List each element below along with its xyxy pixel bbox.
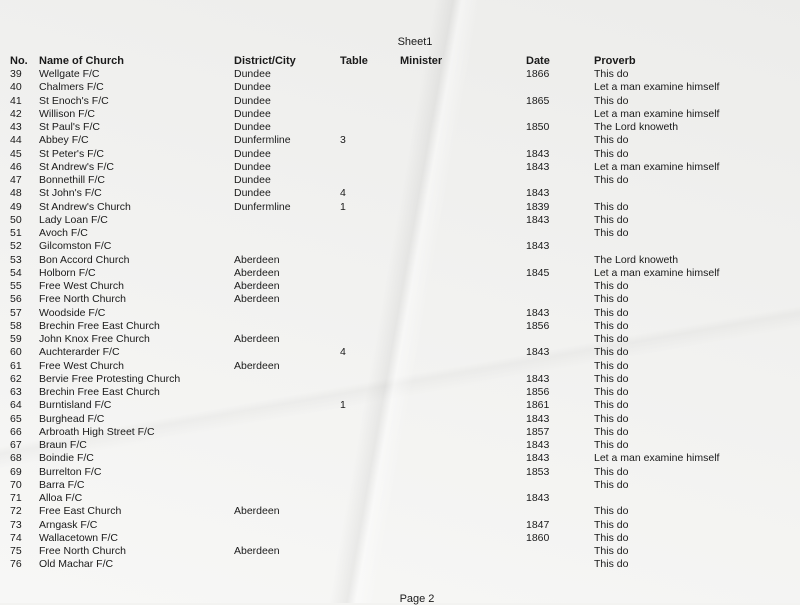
cell-proverb: The Lord knoweth <box>594 253 679 266</box>
cell-district: Dundee <box>234 94 271 107</box>
cell-church-name: Wellgate F/C <box>39 68 100 80</box>
cell-church-name: Free West Church <box>39 280 124 292</box>
cell-church-name: St Peter's F/C <box>39 147 105 160</box>
cell-district: Dundee <box>234 147 271 160</box>
header-date: Date <box>526 55 550 67</box>
cell-no: 46 <box>10 160 22 173</box>
cell-church-name: Burrelton F/C <box>39 465 102 478</box>
cell-table: 1 <box>340 200 346 213</box>
cell-proverb: Let a man examine himself <box>594 107 720 120</box>
cell-date: 1843 <box>526 213 550 226</box>
table-row <box>0 426 800 439</box>
cell-date: 1861 <box>526 399 550 412</box>
cell-church-name: Braun F/C <box>39 439 87 451</box>
cell-no: 53 <box>10 253 22 266</box>
cell-proverb: This do <box>594 94 629 107</box>
cell-church-name: Gilcomston F/C <box>39 240 112 253</box>
cell-date: 1860 <box>526 531 550 544</box>
cell-date: 1850 <box>526 121 550 133</box>
cell-proverb: This do <box>594 346 629 359</box>
cell-no: 44 <box>10 134 22 147</box>
cell-district: Dundee <box>234 107 271 120</box>
cell-date: 1843 <box>526 412 550 425</box>
cell-no: 42 <box>10 107 22 120</box>
table-row <box>0 413 800 426</box>
table-row <box>0 95 800 108</box>
table-row <box>0 346 800 359</box>
table-row <box>0 492 800 505</box>
cell-proverb: This do <box>594 280 629 292</box>
cell-date: 1847 <box>526 518 550 531</box>
cell-church-name: Bon Accord Church <box>39 253 130 266</box>
cell-church-name: Arbroath High Street F/C <box>39 425 155 438</box>
cell-proverb: This do <box>594 372 629 385</box>
cell-date: 1843 <box>526 492 550 504</box>
table-row <box>0 161 800 174</box>
cell-date: 1843 <box>526 439 550 451</box>
cell-date: 1843 <box>526 240 550 253</box>
cell-district: Aberdeen <box>234 359 280 372</box>
table-row <box>0 386 800 399</box>
cell-proverb: This do <box>594 531 629 544</box>
cell-date: 1843 <box>526 372 550 385</box>
cell-church-name: Bervie Free Protesting Church <box>39 372 181 385</box>
cell-no: 59 <box>10 333 22 345</box>
table-row <box>0 466 800 479</box>
cell-no: 69 <box>10 465 22 478</box>
table-row <box>0 452 800 465</box>
cell-date: 1853 <box>526 465 550 478</box>
cell-church-name: Old Machar F/C <box>39 558 114 571</box>
cell-church-name: Burghead F/C <box>39 412 105 425</box>
cell-proverb: This do <box>594 412 629 425</box>
cell-no: 68 <box>10 452 22 465</box>
cell-no: 72 <box>10 505 22 518</box>
table-row <box>0 267 800 280</box>
cell-no: 74 <box>10 531 22 544</box>
table-row <box>0 227 800 240</box>
cell-no: 67 <box>10 439 22 451</box>
table-row <box>0 373 800 386</box>
cell-no: 51 <box>10 227 22 239</box>
cell-no: 39 <box>10 68 22 80</box>
table-row <box>0 81 800 94</box>
cell-no: 70 <box>10 478 22 491</box>
cell-district: Aberdeen <box>234 293 280 306</box>
cell-proverb: This do <box>594 399 629 412</box>
cell-district: Aberdeen <box>234 266 280 279</box>
sheet-title: Sheet1 <box>397 36 433 48</box>
cell-proverb: This do <box>594 359 629 372</box>
cell-district: Aberdeen <box>234 545 280 557</box>
cell-church-name: Abbey F/C <box>39 134 89 147</box>
cell-proverb: This do <box>594 505 629 518</box>
cell-church-name: Bonnethill F/C <box>39 174 105 186</box>
cell-date: 1843 <box>526 306 550 319</box>
cell-proverb: This do <box>594 518 629 531</box>
cell-no: 57 <box>10 306 22 319</box>
cell-no: 60 <box>10 346 22 359</box>
cell-proverb: This do <box>594 478 629 491</box>
table-row <box>0 360 800 373</box>
cell-district: Aberdeen <box>234 505 280 518</box>
header-district: District/City <box>234 55 296 67</box>
cell-proverb: This do <box>594 68 629 80</box>
table-row <box>0 108 800 121</box>
cell-proverb: This do <box>594 439 629 451</box>
cell-church-name: Burntisland F/C <box>39 399 112 412</box>
cell-no: 58 <box>10 319 22 332</box>
cell-date: 1843 <box>526 147 550 160</box>
cell-proverb: This do <box>594 558 629 571</box>
cell-church-name: Free West Church <box>39 359 124 372</box>
cell-proverb: This do <box>594 333 629 345</box>
table-row <box>0 293 800 306</box>
table-row <box>0 333 800 346</box>
cell-proverb: Let a man examine himself <box>594 81 720 94</box>
table-row <box>0 187 800 200</box>
cell-district: Dundee <box>234 81 271 94</box>
cell-church-name: John Knox Free Church <box>39 333 150 345</box>
cell-church-name: Barra F/C <box>39 478 85 491</box>
cell-date: 1857 <box>526 425 550 438</box>
cell-date: 1839 <box>526 200 550 213</box>
cell-no: 75 <box>10 545 22 557</box>
cell-no: 41 <box>10 94 22 107</box>
table-row <box>0 519 800 532</box>
table-row <box>0 68 800 81</box>
cell-no: 55 <box>10 280 22 292</box>
cell-proverb: This do <box>594 227 629 239</box>
cell-church-name: Free East Church <box>39 505 122 518</box>
cell-no: 43 <box>10 121 22 133</box>
cell-district: Dunfermline <box>234 134 291 147</box>
cell-church-name: Free North Church <box>39 545 126 557</box>
cell-proverb: This do <box>594 293 629 306</box>
cell-no: 54 <box>10 266 22 279</box>
page-number: Page 2 <box>399 593 435 605</box>
table-row <box>0 532 800 545</box>
cell-church-name: Brechin Free East Church <box>39 319 160 332</box>
table-row <box>0 134 800 147</box>
header-minister: Minister <box>400 55 443 67</box>
cell-no: 66 <box>10 425 22 438</box>
cell-proverb: This do <box>594 319 629 332</box>
cell-table: 4 <box>340 346 346 359</box>
cell-no: 64 <box>10 399 22 412</box>
cell-no: 76 <box>10 558 22 571</box>
cell-church-name: St Andrew's F/C <box>39 160 114 173</box>
cell-district: Dunfermline <box>234 200 291 213</box>
cell-district: Aberdeen <box>234 280 280 292</box>
cell-church-name: Lady Loan F/C <box>39 213 108 226</box>
cell-church-name: St Paul's F/C <box>39 121 100 133</box>
cell-date: 1866 <box>526 68 550 80</box>
cell-no: 63 <box>10 386 22 398</box>
table-row <box>0 439 800 452</box>
table-row <box>0 558 800 571</box>
table-row <box>0 254 800 267</box>
cell-church-name: Arngask F/C <box>39 518 98 531</box>
cell-proverb: Let a man examine himself <box>594 266 720 279</box>
cell-church-name: Willison F/C <box>39 107 96 120</box>
cell-proverb: This do <box>594 425 629 438</box>
cell-date: 1856 <box>526 386 550 398</box>
cell-no: 65 <box>10 412 22 425</box>
table-row <box>0 201 800 214</box>
cell-no: 73 <box>10 518 22 531</box>
cell-proverb: This do <box>594 147 629 160</box>
cell-no: 48 <box>10 187 22 200</box>
cell-proverb: Let a man examine himself <box>594 452 720 465</box>
cell-no: 62 <box>10 372 22 385</box>
table-row <box>0 399 800 412</box>
cell-church-name: St Enoch's F/C <box>39 94 109 107</box>
cell-church-name: Free North Church <box>39 293 126 306</box>
table-row <box>0 174 800 187</box>
cell-proverb: This do <box>594 386 629 398</box>
cell-date: 1843 <box>526 452 550 465</box>
table-row <box>0 148 800 161</box>
cell-church-name: St Andrew's Church <box>39 200 131 213</box>
cell-church-name: Auchterarder F/C <box>39 346 120 359</box>
cell-proverb: This do <box>594 306 629 319</box>
cell-date: 1843 <box>526 160 550 173</box>
cell-proverb: This do <box>594 200 629 213</box>
cell-table: 3 <box>340 134 346 147</box>
header-proverb: Proverb <box>594 55 636 67</box>
cell-church-name: Boindie F/C <box>39 452 94 465</box>
church-table-body <box>0 68 800 572</box>
table-row <box>0 240 800 253</box>
table-row <box>0 505 800 518</box>
cell-church-name: Avoch F/C <box>39 227 88 239</box>
cell-date: 1865 <box>526 94 550 107</box>
table-row <box>0 545 800 558</box>
cell-church-name: St John's F/C <box>39 187 102 200</box>
cell-proverb: This do <box>594 465 629 478</box>
cell-district: Dundee <box>234 121 271 133</box>
cell-no: 71 <box>10 492 22 504</box>
cell-no: 50 <box>10 213 22 226</box>
cell-date: 1843 <box>526 187 550 200</box>
cell-district: Dundee <box>234 174 271 186</box>
cell-date: 1843 <box>526 346 550 359</box>
cell-district: Dundee <box>234 68 271 80</box>
cell-date: 1845 <box>526 266 550 279</box>
table-row <box>0 280 800 293</box>
cell-district: Dundee <box>234 160 271 173</box>
cell-proverb: This do <box>594 174 629 186</box>
cell-proverb: This do <box>594 213 629 226</box>
cell-no: 56 <box>10 293 22 306</box>
table-row <box>0 121 800 134</box>
cell-date: 1856 <box>526 319 550 332</box>
cell-no: 52 <box>10 240 22 253</box>
cell-district: Dundee <box>234 187 271 200</box>
cell-no: 45 <box>10 147 22 160</box>
cell-district: Aberdeen <box>234 253 280 266</box>
table-row <box>0 307 800 320</box>
cell-church-name: Wallacetown F/C <box>39 531 118 544</box>
cell-no: 49 <box>10 200 22 213</box>
cell-district: Aberdeen <box>234 333 280 345</box>
cell-table: 4 <box>340 187 346 200</box>
header-no: No. <box>10 55 28 67</box>
cell-table: 1 <box>340 399 346 412</box>
header-table: Table <box>340 55 368 67</box>
header-name: Name of Church <box>39 55 124 67</box>
table-row <box>0 479 800 492</box>
cell-no: 47 <box>10 174 22 186</box>
cell-no: 40 <box>10 81 22 94</box>
table-row <box>0 320 800 333</box>
cell-church-name: Alloa F/C <box>39 492 83 504</box>
table-row <box>0 214 800 227</box>
cell-church-name: Woodside F/C <box>39 306 106 319</box>
cell-church-name: Brechin Free East Church <box>39 386 160 398</box>
cell-proverb: Let a man examine himself <box>594 160 720 173</box>
cell-no: 61 <box>10 359 22 372</box>
cell-proverb: The Lord knoweth <box>594 121 679 133</box>
cell-proverb: This do <box>594 545 629 557</box>
cell-church-name: Chalmers F/C <box>39 81 104 94</box>
cell-proverb: This do <box>594 134 629 147</box>
cell-church-name: Holborn F/C <box>39 266 96 279</box>
